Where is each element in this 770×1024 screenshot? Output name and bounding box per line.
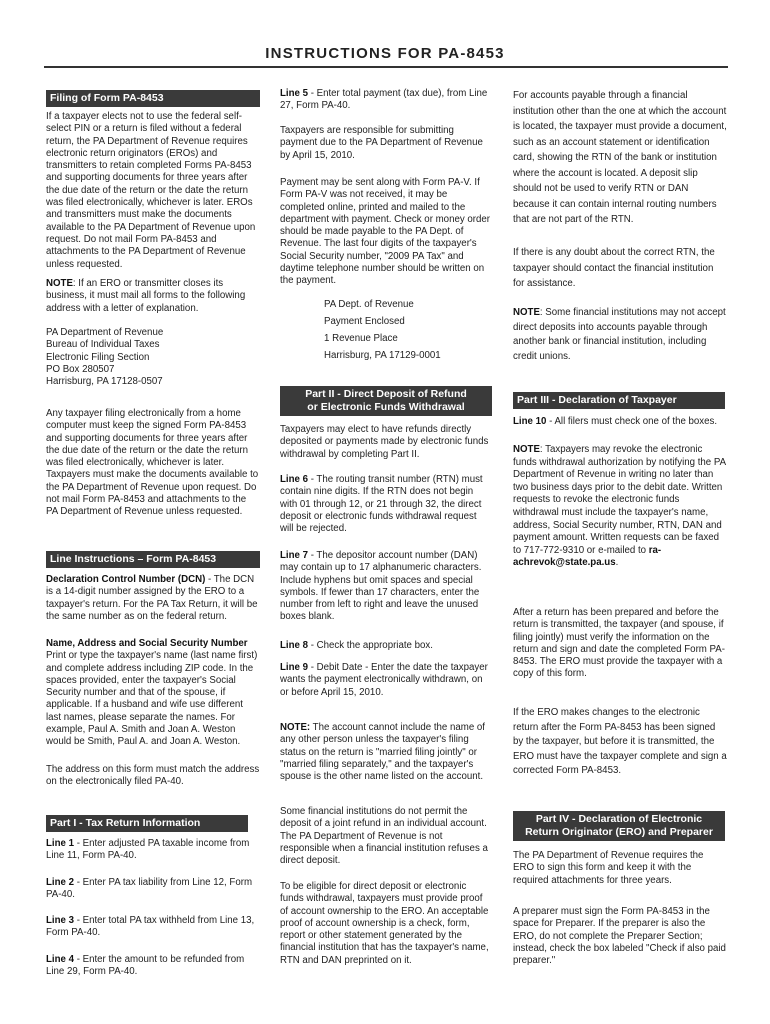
joint-refund-paragraph: Some financial institutions do not permit the deposit of a joint refund in an individual account. The PA Department of Revenue is not responsible when a financial institution refuses a direct deposit. [280,806,488,867]
line7-instruction: Line 7 - The depositor account number (DAN) may contain up to 17 alphanumeric characters. Include hyphens but omit spaces and special symbols. If fewer than 17 characters, enter the number from left to right and leave the unused boxes blank. [280,550,482,623]
page-title: INSTRUCTIONS FOR PA-8453 [265,45,505,62]
payment-paragraph: Payment may be sent along with Form PA-V. If Form PA-V was not received, it may be completed online, printed and mailed to the department with payment. Check or money order should be made payable to the PA Dept. of Revenue. The last four digits of the taxpayer's Social Security number, "2009 PA Tax" and daytime telephone number should be written on the payment. [280,177,490,287]
doubt-paragraph: If there is any doubt about the correct RTN, the taxpayer should contact the financial institution for assistance. [513,247,715,289]
filing-paragraph: If a taxpayer elects not to use the federal self-select PIN or a return is filed without a federal return, the PA Department of Revenue requires electronic return originators (EROs) and transmitters to retain completed Forms PA-8453 and supporting documents for three years after the due date of the return or the date the return was filed electronically, whichever is later. EROs and transmitters must make the documents available to the PA Department of Revenue upon request. Do not mail Form PA-8453 and attachments to the PA Department of Revenue unless requested. [46,111,256,270]
mailing-address: PA Department of Revenue Bureau of Individual Taxes Electronic Filing Section PO Box 280507 Harrisburg, PA 17128-0507 [46,327,164,388]
note-account-name: NOTE: The account cannot include the name of any other person unless the taxpayer's filing status on the return is "married filing jointly" or "married filing separately," and the taxpayer's spouse is the other name listed on the account. [280,722,485,783]
note-credit-unions: NOTE: Some financial institutions may not accept direct deposits into accounts payable through another bank or financial institution, including credit unions. [513,307,726,362]
dcn-paragraph: Declaration Control Number (DCN) - The DCN is a 14-digit number assigned by the ERO to a taxpayer's return. For the PA Tax Return, it will be the same number as on the federal return. [46,574,258,622]
note-ero-closes: NOTE: If an ERO or transmitter closes its business, it must mail all forms to the following address with a letter of explanation. [46,278,246,314]
section-header-part1: Part I - Tax Return Information [46,815,248,832]
preparer-paragraph: A preparer must sign the Form PA-8453 in the space for Preparer. If the preparer is also the ERO, do not complete the Preparer Section; instead, check the box labeled "Check if also paid preparer." [513,906,726,967]
title-rule [44,66,728,68]
accounts-payable-paragraph: For accounts payable through a financial institution other than the one at which the account is located, the taxpayer must provide a document, such as an account statement or identification card, showing the RTN of the bank or institution where the account is located. A deposit slip should not be used to verify RTN or DAN because it can contain internal routing numbers that are not part of the RTN. [513,90,727,225]
section-header-line-instructions: Line Instructions – Form PA-8453 [46,551,260,568]
responsible-paragraph: Taxpayers are responsible for submitting payment due to the PA Department of Revenue by April 15, 2010. [280,125,483,161]
section-header-part4: Part IV - Declaration of Electronic Return Originator (ERO) and Preparer [513,811,725,841]
section-header-filing: Filing of Form PA-8453 [46,90,260,107]
ero-requirement-paragraph: The PA Department of Revenue requires the ERO to sign this form and keep it with the required attachments for three years. [513,850,704,886]
note-revoke: NOTE: Taxpayers may revoke the electronic funds withdrawal authorization by notifying the PA Department of Revenue in writing no later than two business days prior to the debit date. Written requests to revoke the electronic funds withdrawal must include the taxpayer's name, address, Social Security number, RTN, DAN and payment amount. Written requests can be faxed to 717-772-9310 or e-mailed to ra-achrevok@state.pa.us. [513,444,726,569]
section-header-part3: Part III - Declaration of Taxpayer [513,392,725,409]
line8-instruction: Line 8 - Check the appropriate box. [280,640,433,651]
name-address-paragraph: Name, Address and Social Security Number Print or type the taxpayer's name (last name first) and complete address including ZIP code. In the spaces provided, enter the taxpayer's Social Security number and that of the spouse, if applicable. If a husband and wife use different last names, please separate the names. For example, Paul A. Smith and Joan A. Weston would be Smith, Paul A. and Joan A. Weston. [46,638,258,748]
elect-paragraph: Taxpayers may elect to have refunds directly deposited or payments made by electronic funds withdrawal by completing Part II. [280,424,489,460]
line4-instruction: Line 4 - Enter the amount to be refunded from Line 29, Form PA-40. [46,954,245,978]
after-return-paragraph: After a return has been prepared and before the return is transmitted, the taxpayer (and spouse, if filing jointly) must verify the information on the return and sign and date the completed Form PA-8453. The ERO must provide the taxpayer with a copy of this form. [513,607,725,680]
line9-instruction: Line 9 - Debit Date - Enter the date the taxpayer wants the payment electronically withdrawn, on or before April 15, 2010. [280,662,488,698]
line5-instruction: Line 5 - Enter total payment (tax due), from Line 27, Form PA-40. [280,88,488,112]
line10-instruction: Line 10 - All filers must check one of the boxes. [513,416,718,427]
home-computer-paragraph: Any taxpayer filing electronically from a home computer must keep the signed Form PA-8453 and supporting documents for three years after the due date of the return or the date the return was filed electronically, whichever is later. Taxpayers must make the documents available to the PA Department of Revenue upon request. Do not mail Form PA-8453 and attachments to the PA Department of Revenue unless requested. [46,408,259,518]
eligibility-paragraph: To be eligible for direct deposit or electronic funds withdrawal, taxpayers must provide proof of account ownership to the ERO. An acceptable proof of account ownership is a check, form, report or other statement generated by the financial institution that has the taxpayer's name, RTN and DAN preprinted on it. [280,881,489,966]
ero-changes-paragraph: If the ERO makes changes to the electronic return after the Form PA-8453 has been signed by the taxpayer, but before it is transmitted, the ERO must have the taxpayer complete and sign a corrected Form PA-8453. [513,707,727,776]
line6-instruction: Line 6 - The routing transit number (RTN) must contain nine digits. If the RTN does not begin with 01 through 12, or 21 through 32, the direct deposit or electronic funds withdrawal request will be rejected. [280,474,483,535]
payment-address: PA Dept. of Revenue Payment Enclosed 1 Revenue Place Harrisburg, PA 17129-0001 [324,299,441,361]
section-header-part2: Part II - Direct Deposit of Refund or Electronic Funds Withdrawal [280,386,492,416]
line1-instruction: Line 1 - Enter adjusted PA taxable income from Line 11, Form PA-40. [46,838,250,862]
address-match-paragraph: The address on this form must match the address on the electronically filed PA-40. [46,764,260,788]
line2-instruction: Line 2 - Enter PA tax liability from Line 12, Form PA-40. [46,877,253,901]
line3-instruction: Line 3 - Enter total PA tax withheld from Line 13, Form PA-40. [46,915,255,939]
